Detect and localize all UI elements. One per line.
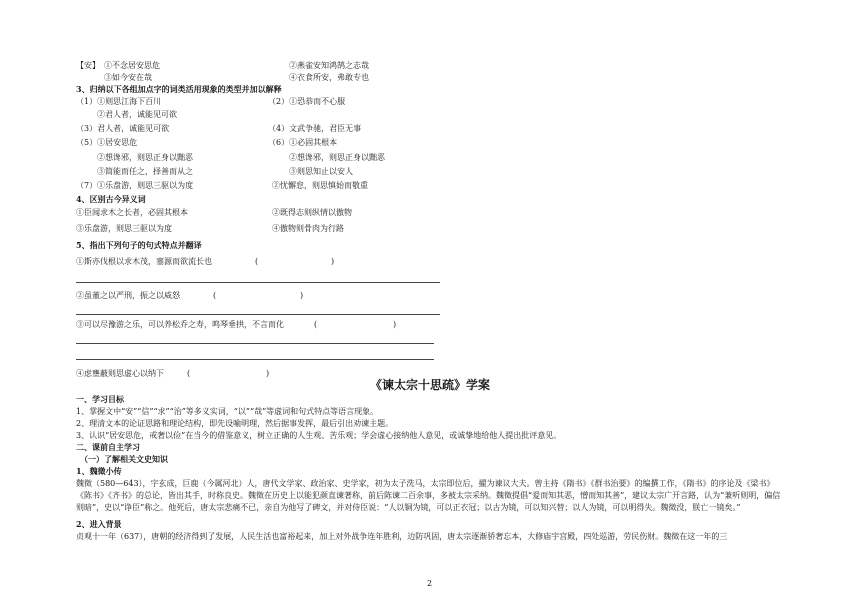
study-heading-1: 一、学习目标 <box>76 394 124 404</box>
s5-question-4: ④虑壅蔽则思虚心以纳下 <box>76 369 164 378</box>
s4-left-1: ①臣闻求木之长者，必固其根本 <box>76 208 188 217</box>
an-item-2: ②燕雀安知鸿鹄之志哉 <box>289 61 369 70</box>
answer-line <box>76 314 440 315</box>
study-heading-2: 二、课前自主学习 <box>76 442 140 452</box>
s3-right-1: （2）①恐恭而不心服 <box>268 97 346 106</box>
s5-q2-paren-close: ) <box>300 291 304 300</box>
section5-heading: 5、指出下列句子的句式特点并翻译 <box>76 240 202 250</box>
s5-question-3: ③可以尽豫游之乐，可以养松乔之寿，鸣琴垂拱，不言而化 <box>76 320 284 329</box>
s5-q1-paren-open: ( <box>255 257 259 266</box>
s3-left-6: ③简能而任之，择善而从之 <box>97 167 193 176</box>
s4-left-2: ③乐盘游，则思三驱以为度 <box>76 224 172 233</box>
an-item-1: ①不念居安思危 <box>104 61 160 70</box>
bio-paragraph: 魏徵（580—643），字玄成，巨鹿（今属河北）人，唐代文学家、政治家、史学家，初为太子洗马，太宗即位后，擢为谏议大夫。曾主持《隋书》《群书治要》的编撰工作，《隋书》的序论及《梁书》《陈书》《齐书》的总论，皆出其手，时称良史。魏徵在历史上以能犯颜直谏著称，前后陈谏二百余事，多被太宗采纳。魏徵提倡“爱而知其恶，憎而知其善”，建议太宗广开言路，认为“兼听则明，偏信则暗”，史以“诤臣”称之。他死后，唐太宗悲痛不已，亲自为他写了碑文，并对侍臣说：“人以铜为镜，可以正衣冠；以古为镜，可以知兴替；以人为镜，可以明得失。魏徵没，朕亡一镜矣。” <box>76 479 781 512</box>
an-item-4: ④衣食所安，弗敢专也 <box>289 73 369 82</box>
bio-heading: 1、魏徵小传 <box>76 466 122 476</box>
answer-line <box>76 359 434 360</box>
s5-q4-paren-open: ( <box>187 369 191 378</box>
s5-q4-paren-close: ) <box>266 369 270 378</box>
an-item-3: ③如今安在哉 <box>104 73 152 82</box>
s5-q3-paren-open: ( <box>314 320 318 329</box>
goal-2: 2、理清文本的论证思路和理论结构，即先设喻明理，然后据事发挥，最后引出劝谏主题。 <box>76 419 394 428</box>
s3-right-3: （4）文武争驰，君臣无事 <box>268 124 362 133</box>
s3-left-2: ②君人者，诚能见可欲 <box>97 110 177 119</box>
background-paragraph: 贞观十一年（637），唐朝的经济得到了发展，人民生活也富裕起来，加上对外战争连年胜利，边防巩固，唐太宗逐渐骄奢忘本，大修庙宇宫殿，四处巡游，劳民伤财。魏徵在这一年的三 <box>76 532 728 541</box>
section3-heading: 3、归纳以下各组加点字的词类活用现象的类型并加以解释 <box>76 84 282 94</box>
s3-right-4: （6）①必固其根本 <box>268 138 338 147</box>
s4-right-2: ④傲物则骨肉为行路 <box>272 224 344 233</box>
goal-3: 3、认识“居安思危，戒奢以俭”在当今的借鉴意义，树立正确的人生观、苦乐观；学会虚心接纳他人意见，或诚挚地给他人提出批评意见。 <box>76 431 562 440</box>
goal-1: 1、掌握文中“安”“信”“求”“治”等多义实词，“以”“哉”等虚词和句式特点等语言现象。 <box>76 407 379 416</box>
page-number: 2 <box>427 579 433 588</box>
answer-line <box>76 282 440 283</box>
s5-question-1: ①斯亦伐根以求木茂，塞源而欲流长也 <box>76 257 212 266</box>
s3-left-5: ②想谗邪，则思正身以黜恶 <box>97 153 193 162</box>
s3-left-3: （3）君人者，诚能见可欲 <box>76 124 170 133</box>
s3-left-4: （5）①居安思危 <box>76 138 138 147</box>
s5-q3-paren-close: ) <box>393 320 397 329</box>
study-subheading: （一）了解相关文史知识 <box>80 454 168 464</box>
answer-line <box>76 343 434 344</box>
s3-right-7: ②忧懈怠，则思慎始而敬重 <box>272 181 368 190</box>
s3-left-1: （1）①则思江海下百川 <box>76 97 162 106</box>
s4-right-1: ②既得志则纵情以傲物 <box>272 208 352 217</box>
s5-question-2: ②虽董之以严刑，振之以威怒 <box>76 291 180 300</box>
s3-right-5: ②想谗邪，则思正身以黜恶 <box>289 153 385 162</box>
document-title: 《谏太宗十思疏》学案 <box>369 378 490 392</box>
s5-q2-paren-open: ( <box>213 291 217 300</box>
an-label: 【安】 <box>76 61 100 70</box>
s5-q1-paren-close: ) <box>331 257 335 266</box>
background-heading: 2、进入背景 <box>76 519 122 529</box>
section4-heading: 4、区别古今异义词 <box>76 194 146 204</box>
s3-left-7: （7）①乐盘游，则思三驱以为度 <box>76 181 194 190</box>
s3-right-6: ③则思知止以安人 <box>289 167 353 176</box>
